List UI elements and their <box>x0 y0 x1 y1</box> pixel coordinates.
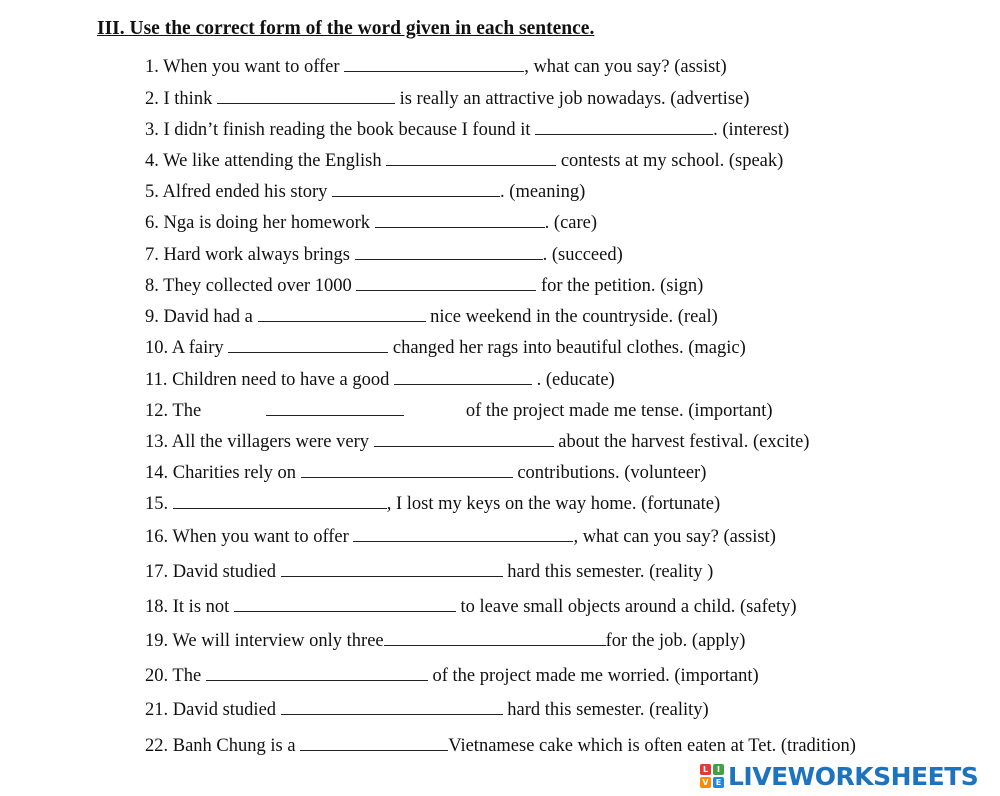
question-text-after: for the job. (apply) <box>605 631 746 651</box>
question-text-after: . (succeed) <box>542 245 623 265</box>
question-text-after: about the harvest festival. (excite) <box>553 432 810 452</box>
question-3 <box>145 116 789 140</box>
question-text-before: 1. When you want to offer <box>145 57 345 77</box>
question-text-before: 17. David studied <box>145 562 281 582</box>
answer-blank[interactable] <box>234 593 456 612</box>
question-text-before: 3. I didn’t finish reading the book because I found it <box>145 120 536 140</box>
question-text-before: 14. Charities rely on <box>145 463 301 483</box>
question-text-before: 2. I think <box>145 89 217 109</box>
question-11 <box>145 366 615 390</box>
question-text-after: contests at my school. (speak) <box>556 151 784 171</box>
question-text-before: 8. They collected over 1000 <box>145 276 357 296</box>
question-text-before: 18. It is not <box>145 597 234 617</box>
answer-blank[interactable] <box>228 334 388 353</box>
question-text-before: 13. All the villagers were very <box>145 432 374 452</box>
answer-blank[interactable] <box>386 147 556 166</box>
question-text-after: of the project made me tense. (important) <box>465 401 773 421</box>
question-13 <box>145 428 809 452</box>
question-10 <box>145 334 746 358</box>
question-text-before: 21. David studied <box>145 700 281 720</box>
question-text-after: . (interest) <box>713 120 790 140</box>
question-text-before: 22. Banh Chung is a <box>145 736 301 756</box>
question-text-after: is really an attractive job nowadays. (advertise) <box>394 89 750 109</box>
logo-tile: L <box>700 764 711 775</box>
question-4 <box>145 147 783 171</box>
question-text-after: Vietnamese cake which is often eaten at Tet. (tradition) <box>448 736 856 756</box>
question-2 <box>145 85 749 109</box>
question-text-after: to leave small objects around a child. (safety) <box>455 597 797 617</box>
question-text-after: , what can you say? (assist) <box>573 527 776 547</box>
answer-blank[interactable] <box>355 241 543 260</box>
answer-blank[interactable] <box>374 428 554 447</box>
question-text-after: . (care) <box>544 213 598 233</box>
answer-blank[interactable] <box>535 116 713 135</box>
question-text-after: nice weekend in the countryside. (real) <box>425 307 718 327</box>
answer-blank[interactable] <box>375 209 545 228</box>
question-text-after: of the project made me worried. (important) <box>427 666 759 686</box>
question-text-before: 16. When you want to offer <box>145 527 354 547</box>
question-19 <box>145 627 745 651</box>
answer-blank[interactable] <box>384 627 606 646</box>
question-17 <box>145 558 713 582</box>
question-6 <box>145 209 597 233</box>
logo-text: LIVEWORKSHEETS <box>728 761 979 791</box>
question-20 <box>145 662 759 686</box>
question-8 <box>145 272 703 296</box>
answer-blank[interactable] <box>394 366 532 385</box>
question-1 <box>145 53 727 77</box>
question-7 <box>145 241 623 265</box>
question-text-after: . (meaning) <box>500 182 586 202</box>
answer-blank[interactable] <box>356 272 536 291</box>
question-text-after: , what can you say? (assist) <box>524 57 727 77</box>
question-22 <box>145 732 856 756</box>
answer-blank[interactable] <box>206 662 428 681</box>
answer-blank[interactable] <box>217 85 395 104</box>
answer-blank[interactable] <box>173 490 387 509</box>
logo-tile: E <box>713 777 724 788</box>
question-text-before: 4. We like attending the English <box>145 151 387 171</box>
exercise-heading: III. Use the correct form of the word given in each sentence. <box>97 18 595 39</box>
answer-blank[interactable] <box>281 558 503 577</box>
answer-blank[interactable] <box>300 732 448 751</box>
question-text-after: , I lost my keys on the way home. (fortunate) <box>386 494 721 514</box>
logo-tile: I <box>713 764 724 775</box>
question-16 <box>145 523 776 547</box>
question-text-before: 20. The <box>145 666 206 686</box>
answer-blank[interactable] <box>281 696 503 715</box>
answer-blank[interactable] <box>344 53 524 72</box>
question-text-before: 5. Alfred ended his story <box>145 182 333 202</box>
answer-blank[interactable] <box>353 523 573 542</box>
question-15 <box>145 490 720 514</box>
question-text-before: 11. Children need to have a good <box>145 370 395 390</box>
question-text-after: contributions. (volunteer) <box>512 463 707 483</box>
question-21 <box>145 696 709 720</box>
answer-blank[interactable] <box>266 397 404 416</box>
question-text-before: 6. Nga is doing her homework <box>145 213 375 233</box>
question-text-after: hard this semester. (reality ) <box>502 562 714 582</box>
answer-blank[interactable] <box>301 459 513 478</box>
question-text-after: for the petition. (sign) <box>536 276 704 296</box>
question-text-before: 9. David had a <box>145 307 258 327</box>
question-18 <box>145 593 797 617</box>
logo-tile: V <box>700 777 711 788</box>
question-text-before: 10. A fairy <box>145 338 229 358</box>
question-text-before: 19. We will interview only three <box>145 631 384 651</box>
question-14 <box>145 459 706 483</box>
question-5 <box>145 178 585 202</box>
answer-blank[interactable] <box>332 178 500 197</box>
question-text-after: changed her rags into beautiful clothes. (magic) <box>388 338 746 358</box>
question-9 <box>145 303 718 327</box>
question-text-before: 7. Hard work always brings <box>145 245 355 265</box>
question-text-after: . (educate) <box>532 370 615 390</box>
question-text-after: hard this semester. (reality) <box>502 700 709 720</box>
question-12 <box>145 397 773 421</box>
liveworksheets-logo <box>700 762 978 790</box>
answer-blank[interactable] <box>258 303 426 322</box>
question-text-before: 15. <box>145 494 173 514</box>
logo-icon <box>700 764 724 788</box>
question-text-before: 12. The <box>145 401 206 421</box>
